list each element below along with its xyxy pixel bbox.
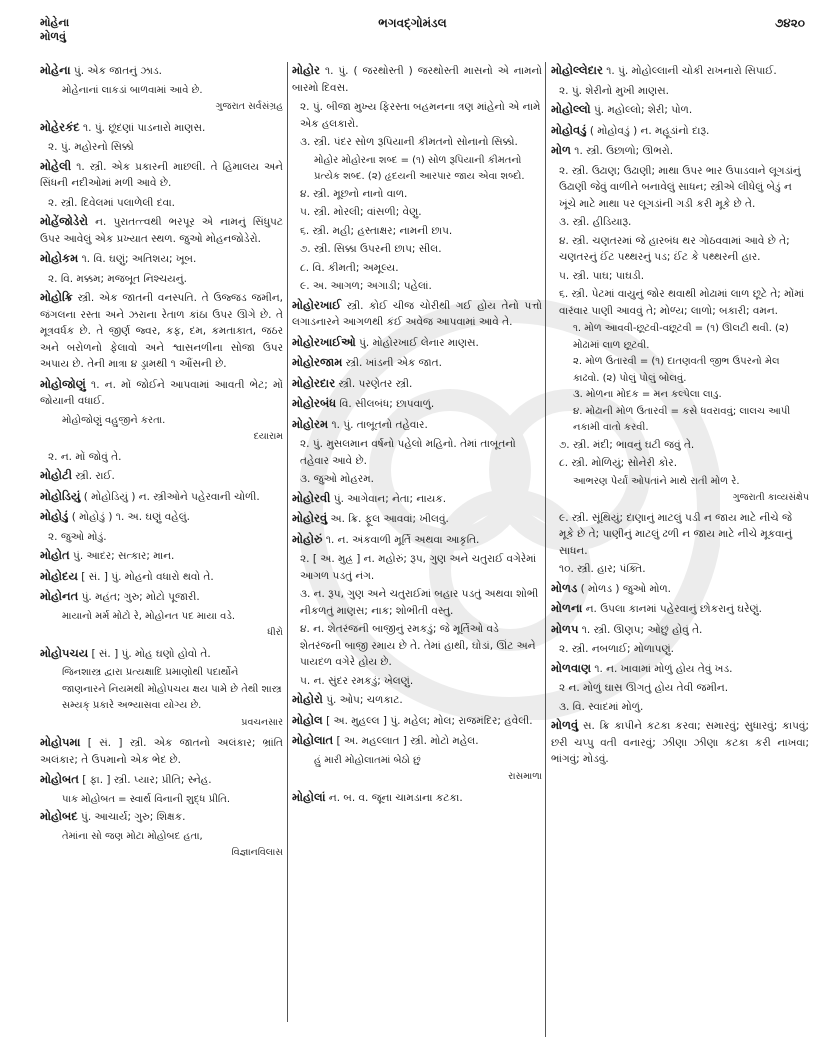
sense (559, 268, 809, 285)
headword: મોળડ (551, 580, 578, 595)
headword: મોહોબદ (40, 809, 78, 823)
sense-text: ૨ ન. મોળું ઘાસ ઊગતું હોય તેવી જમીન. (559, 682, 729, 694)
sense (300, 621, 542, 671)
sense-text: ૨. પું. શેરીનો મુખી માણસ. (559, 84, 670, 97)
guide-word-first: મોહેના (40, 16, 70, 29)
headword: મોહેના (40, 63, 71, 77)
dictionary-entry (40, 289, 283, 373)
dictionary-entry (40, 568, 283, 586)
headword: મોહોરદાર (292, 375, 336, 390)
headword: મોહોલ્લો (551, 102, 591, 116)
sense-text: ૪. સ્ત્રી. મૂછનો નાનો વાળ. (300, 187, 408, 200)
sense (300, 436, 542, 469)
sense-text: ૩. સ્ત્રી. હીડિયારૂ. (559, 216, 632, 228)
dictionary-entry (40, 62, 283, 80)
dictionary-entry (292, 712, 542, 730)
headword: મોહોરખાઈ (292, 297, 342, 312)
definition: ૧. વિ. ઘણું; અતિશય; ખૂબ. (78, 253, 197, 265)
citation-quote: ૧. મોળ આવવી-છૂટવી-વછૂટવી = (૧) ઊલટી થવી. (૨) મોઢામાં લાળ છૂટવી. (573, 323, 789, 351)
headword: મોહોકમ (40, 251, 79, 265)
dictionary-entry (551, 142, 809, 160)
sense (300, 260, 542, 277)
definition: [ સં. ] પું. મોહનો વધારો થવો તે. (77, 570, 214, 583)
dictionary-entry (551, 580, 809, 598)
dictionary-entry (40, 808, 283, 826)
definition: [ સં. ] સ્ત્રી. એક જાતનો અલંકાર; ભ્રાંતિ અલંકાર; તે ઉપમાનો એક ભેદ છે. (40, 737, 283, 766)
guide-word-last: મોળવું (40, 30, 66, 43)
citation-quote: માયાનો મર્મ મોટો રે, મોહોનત પદ માયા વડે. (62, 610, 236, 622)
sense-text: ૨. પું. મુસલમાન વર્ષનો પહેલો મહિનો. તેમાં તાબૂતનો તહેવાર આવે છે. (300, 438, 516, 467)
definition: પું. આચાર્ય; ગુરુ; શિક્ષક. (77, 811, 186, 823)
dictionary-entry (292, 490, 542, 508)
dictionary-entry (551, 717, 809, 768)
sense (48, 271, 283, 288)
sense-text: ૨. પું. બીજા મુખ્ય ફિરસ્તા બહમનના ત્રણ માંહેનો એ નામે એક હલકારો. (300, 101, 541, 130)
sense (48, 449, 283, 466)
definition: ( મોહોડિયું ) ન. સ્ત્રીઓને પહેરવાની ચોળી. (80, 490, 260, 503)
column-divider (287, 62, 288, 1022)
definition: [ ફા. ] સ્ત્રી. પ્યાર; પ્રીતિ; સ્નેહ. (78, 774, 212, 786)
dictionary-entry (40, 250, 283, 268)
sense (300, 278, 542, 295)
dictionary-entry (551, 101, 809, 119)
definition: પું. મોહોરખાઈ લેનાર માણસ. (355, 336, 479, 349)
headword: મોહોડું (40, 509, 69, 523)
definition: [ અ. મહલ્લાત ] સ્ત્રી. મોટો મહેલ. (333, 735, 479, 747)
headword: મોહોલ્લેદાર (551, 63, 603, 77)
definition: સ્ત્રી. રાઈ. (72, 470, 115, 482)
dictionary-entry (292, 691, 542, 709)
dictionary-entry (292, 510, 542, 528)
definition: પું. એક જાતનું ઝાડ. (70, 65, 163, 77)
dictionary-entry (40, 547, 283, 565)
sense-text: ૨. ન. મોં જોવું તે. (48, 450, 122, 463)
citation-quote: જિનશાસ્ત્ર દ્વારા પ્રત્યક્ષાદિ પ્રમાણોથી પદાર્થોને જાણનારને નિયમથી મોહોપચય ક્ષય પામે છે તેથી શાસ્ત્ર સમ્યક્ પ્રકારે અભ્યાસવા યોગ્ય છે. (62, 667, 282, 711)
definition: [ સં. ] પું. મોહ ઘણો હોવો તે. (88, 647, 211, 660)
definition: સ્ત્રી. કોઈ ચીજ ચોરીથી ગઈ હોય તેનો પત્તો લગાડનારને આગળથી કંઈ અવેજ આપવામાં આવે તે. (292, 299, 542, 328)
sense (559, 163, 809, 213)
headword: મોહોટી (40, 468, 73, 482)
sense (559, 699, 809, 716)
sense-text: ૯. અ. આગળ; અગાડી; પહેલાં. (300, 280, 432, 292)
sense-text: ૭. સ્ત્રી. સિક્કા ઉપરની છાપ; સીલ. (300, 243, 442, 255)
headword: મોહોર (292, 63, 320, 77)
definition: પું. મહંત; ગુરુ; મોટો પૂજારી. (78, 591, 200, 603)
sense (559, 83, 809, 100)
dictionary-entry (292, 732, 542, 750)
sense-text: ૮. સ્ત્રી. મોળિયું; સોનેરી કોર. (559, 457, 678, 469)
sense-text: ૨. પું. મહોરનો સિક્કો (48, 141, 134, 153)
headword: મોહેંજોડેરો (40, 214, 89, 228)
headword: મોહોરું (292, 531, 323, 546)
sense (300, 134, 542, 151)
citation-source: રાસમાળા (508, 771, 542, 782)
sense (300, 551, 542, 584)
headword: મોહોરવું (292, 511, 328, 525)
headword: મોહોલાત (292, 733, 334, 747)
citation-source: વિજ્ઞાનવિલાસ (231, 847, 283, 858)
headword: મોહોપમા (40, 735, 81, 749)
definition: સ્ત્રી. પરણેતર સ્ત્રી. (335, 377, 413, 390)
headword: મોહોવડું (551, 122, 587, 137)
sense-text: ૬. સ્ત્રી. મહી; હસ્તાક્ષર; નામની છાપ. (300, 224, 453, 237)
dictionary-entry (40, 213, 283, 247)
headword: મોહોજોણું (40, 376, 86, 391)
headword: મોહોરો (292, 692, 323, 706)
dictionary-entry (292, 416, 542, 434)
sense-text: ૪. સ્ત્રી. ચણતરમાં જે હારબંધ થર ગોઠવવામાં આવે છે તે; ચણતરનું ઈંટ પથ્થરનું પડ; ઈંટ કે પથ્થરની હાર. (559, 234, 790, 263)
headword: મોહોબત (40, 772, 79, 786)
headword: મોળપ (551, 621, 579, 636)
definition: વિ. સીલબંધ; છાપવાળું. (336, 398, 435, 410)
sense-text: ૩. વિ. સ્વાદમાં મોળું. (559, 700, 644, 713)
dictionary-entry (40, 771, 283, 789)
sense (300, 471, 542, 488)
headword: મોહોરજામ (292, 355, 343, 369)
citation-source: ગુજરાત સર્વસંગ્રહ (215, 101, 283, 112)
sense (300, 586, 542, 619)
page-number: ૭૪૨૦ (774, 16, 805, 30)
definition: પું. ઓપ; ચળકાટ. (322, 694, 403, 706)
sense-text: ૮. વિ. કીમતી; અમૂલ્ય. (300, 261, 399, 274)
citation-quote: મોહેનાનાં લાકડાં બાળવામાં આવે છે. (62, 84, 203, 96)
citation-quote: ૨. મોળ ઉતારવી = (૧) દાતણવતી જીભ ઉપરનો મેલ કાઢવો. (૨) પોલું પોલું બોલવું. (573, 356, 780, 384)
sense-text: ૫. સ્ત્રી. મોરલી; વાંસળી; વેણુ. (300, 206, 422, 218)
headword: મોળના (551, 601, 583, 615)
headword: મોહોરખાઈઓ (292, 334, 356, 349)
sense (559, 561, 809, 578)
dictionary-entry (40, 488, 283, 506)
sense (48, 195, 283, 212)
sense (559, 455, 809, 472)
definition: ૧. સ્ત્રી. એક પ્રકારની માછલી. તે હિમાલય અને સિંધની નદીઓમાં મળી આવે છે. (40, 160, 283, 189)
sense (300, 673, 542, 690)
headword: મોહોદય (40, 568, 78, 583)
column-1 (40, 62, 283, 865)
dictionary-entry (551, 621, 809, 639)
sense-text: ૩. સ્ત્રી. પંદર સોળ રૂપિયાની કીમતનો સોનાનો સિક્કો. (300, 136, 518, 148)
citation-quote: તેમાંના સો જણ મોટા મોહોબદ હતા, (62, 830, 203, 842)
citation-quote: મોહોજોણું વહુજીને કરતા. (62, 414, 166, 426)
citation-quote: ૩. મોળના મોદક = મન કલ્પેલા લાડુ. (573, 389, 722, 400)
dictionary-entry (40, 734, 283, 768)
definition: પું. આદર; સત્કાર; માન. (69, 550, 175, 562)
headword: મોળ (551, 143, 571, 157)
headword: મોહોત (40, 548, 70, 562)
dictionary-entry (292, 395, 542, 413)
definition: સ. ક્રિ કાપીને કટકા કરવા; સમારવું; સુધારવું; કાપવું; છરી ચપ્પુ વતી વનારવું; ઝીણા ઝીણા કટકા કરી નાખવા; ભાંગવું; મોડવું. (551, 720, 809, 765)
sense (559, 437, 809, 454)
sense-text: ૫. સ્ત્રી. પાઘ; પાઘડી. (559, 269, 645, 282)
headword: મોહોલ (292, 712, 323, 727)
sense (300, 99, 542, 132)
sense (300, 186, 542, 203)
definition: ૧. ન. મોં જોઈને આપવામાં આવતી ભેટ; મોં જોયાની વધાઈ. (40, 378, 283, 407)
dictionary-entry (292, 62, 542, 96)
column-divider (545, 62, 546, 1037)
sense-text: ૨. જુઓ મોડું. (48, 530, 107, 543)
dictionary-entry (551, 600, 809, 618)
dictionary-entry (551, 660, 809, 678)
headword: મોહોરમ (292, 416, 329, 431)
headword: મોહેરકંદ (40, 119, 80, 134)
definition: ન. પુરાતત્ત્વથી ભરપૂર એ નામનું સિંધુપટ ઉપર આવેલું એક પ્રખ્યાત સ્થળ. જુઓ મોહનજોડેરો. (40, 216, 283, 245)
sense (559, 286, 809, 319)
dictionary-entry (40, 467, 283, 485)
citation-quote: ૪. મોઢાની મોળ ઉતારવી = કસે ધવરાવવું; લાલચ આપી નકામી વાતો કરવી. (573, 405, 791, 433)
definition: ૧. સ્ત્રી. ઊણપ; ઓછું હોવું તે. (578, 623, 703, 636)
definition: અ. ક્રિ. ફૂલ આવવાં; ખીલવું. (327, 513, 449, 525)
sense-text: ૨. સ્ત્રી. દિવેલમાં પલાળેલી દવા. (48, 196, 176, 209)
definition: [ અ. મુહલ્લ ] પું. મહેલ; મોલ; રાજમંદિર; હવેલી. (322, 714, 533, 727)
headword: મોળવાણ (551, 660, 591, 675)
headword: મોહોપચય (40, 645, 89, 660)
dictionary-entry (40, 645, 283, 663)
dictionary-entry (292, 375, 542, 393)
dictionary-entry (40, 588, 283, 606)
citation-source: દયારામ (253, 431, 283, 442)
citation-source: ધીરો (267, 627, 283, 638)
headword: મોહેલી (40, 158, 72, 173)
dictionary-entry (292, 789, 542, 807)
dictionary-entry (40, 376, 283, 410)
dictionary-entry (40, 119, 283, 137)
dictionary-entry (551, 122, 809, 140)
headword: મોહોરવી (292, 490, 331, 505)
citation-source: ગુજરાતી કાવ્યસંક્ષેપ (732, 492, 809, 503)
headword: મોહોલાં (292, 789, 326, 804)
citation-quote: આભરણ પેર્યાં ઓપતાંને માથે રાતી મોળ રે. (573, 475, 740, 487)
sense-text: ૩. જુઓ મોહરમ. (300, 473, 374, 485)
sense (559, 641, 809, 658)
definition: પું. મહોલ્લો; શેરી; પોળ. (590, 104, 693, 116)
sense (300, 223, 542, 240)
definition: સ્ત્રી. એક જાતની વનસ્પતિ. તે ઉજ્જડ જમીન, જંગલના રસ્તા અને ઝરાના રેતાળ કાંઠા ઉપર ઊગે છે. તે મૂત્રવર્ધક છે. તે જીર્ણ જ્વર, કફ, દમ, કમતાકાત, જઠર અને બરોળનો ફેલાવો અને શ્વાસનળીના સોજા ઉપર અપાય છે. તેની માત્રા ૪ ડ્રામથી ૧ ઔંસની છે. (40, 292, 283, 370)
sense-text: ૩. ન. રૂપ, ગુણ અને ચતુરાઈમાં બહાર પડતું અથવા શોભી નીકળતું માણસ; નાક; શોભીતી વસ્તુ. (300, 588, 539, 617)
citation-quote: હું મારી મોહોલાતમાં બેઠો છું (314, 754, 421, 766)
sense (559, 680, 809, 697)
sense-text: ૫. ન. સુંદર રમકડું; ખેલણું. (300, 674, 414, 687)
sense-text: ૯. સ્ત્રી. સૂંથિયું; દાણાનું માટલું પડી ન જાય માટે નીચે જે મૂકે છે તે; પાણીનું માટલું ઢળી ન જાય માટે નીચે મૂકવાનું સાધન. (559, 511, 793, 557)
page-title: ભગવદ્ગોમંડલ (378, 16, 447, 30)
citation-quote: મોહોર મોહોરના શબ્દ = (૧) સોળ રૂપિયાની કીમતનો પ્રત્યેક શબ્દ. (૨) હૃદયની આરપાર જાય એવા શબ્દો. (314, 154, 525, 182)
dictionary-entry (292, 297, 542, 331)
headword: મોહોડિયું (40, 488, 81, 503)
sense-text: ૪. ન. શેતરંજની બાજીનું રમકડું; જે મૂર્તિઓ વડે શેતરંજની બાજી રમાય છે તે. તેમાં હાથી, ઘોડાં, ઊંટ અને પાયદળ વગેરે હોય છે. (300, 623, 536, 668)
sense (300, 241, 542, 258)
sense (300, 204, 542, 221)
headword: મોહોક્રિ (40, 290, 73, 304)
sense (559, 510, 809, 560)
definition: ( મોહોવડું ) ન. મહૂડાંનો દારૂ. (586, 124, 710, 137)
sense-text: ૨. સ્ત્રી. નબળાઈ; મોળાપણું. (559, 643, 674, 655)
sense-text: ૧૦. સ્ત્રી. હાર; પંક્તિ. (559, 563, 646, 575)
dictionary-entry (292, 354, 542, 372)
headword: મોહોરબંધ (292, 396, 337, 410)
column-3 (551, 62, 809, 771)
dictionary-entry (292, 531, 542, 549)
sense-text: ૨. સ્ત્રી. ઉઢાણ; ઉઢાણી; માથા ઉપર ભાર ઉપાડવાને લૂગડાંનું ઉઢાણી જેવું વાળીને બનાવેલું સાધન; સ્ત્રીએ લીધેલું બેડું ન ખૂંચે માટે માથા પર લૂગડાંની ગડી કરી મૂકે છે તે. (559, 164, 801, 210)
dictionary-entry (40, 508, 283, 526)
definition: પું. આગેવાન; નેતા; નાયક. (330, 492, 447, 505)
page-header (0, 14, 825, 48)
headword: મોહોનત (40, 589, 79, 603)
definition: ૧. પું. તાબૂતનો તહેવાર. (328, 418, 428, 431)
definition: સ્ત્રી. ખાંડની એક જાત. (342, 357, 442, 369)
definition: ( મોહોડું ) ૧. અ. ઘણું વહેલું. (68, 511, 191, 523)
sense (48, 529, 283, 546)
sense-text: ૭. સ્ત્રી. મંદી; ભાવનું ઘટી જવું તે. (559, 438, 695, 451)
dictionary-entry (551, 62, 809, 80)
definition: ૧. પું. ( જરથોસ્તી ) જરથોસ્તી માસનો એ નામનો બારમો દિવસ. (292, 65, 542, 94)
sense-text: ૬. સ્ત્રી. પેટમાં વાયુનું જોર થવાથી મોઢામાં લાળ છૂટે તે; મોંમાં વારંવાર પાણી આવવું તે; મોળ્ય; લાળો; બકારી; વમન. (559, 288, 805, 317)
sense (559, 214, 809, 231)
definition: ( મોળડ ) જુઓ મોળ. (577, 582, 672, 595)
definition: ૧. ન. અંકવાળી મૂર્તિ અથવા આકૃતિ. (322, 533, 480, 546)
definition: ન. બ. વ. જૂના ચામડાના કટકા. (325, 791, 463, 804)
sense (559, 233, 809, 266)
sense-text: ૨. [ અ. મુહ્ર ] ન. મહોરું; રૂપ, ગુણ અને ચતુરાઈ વગેરેમાં આગળ પડતું નંગ. (300, 553, 537, 582)
dictionary-entry (292, 334, 542, 352)
definition: ૧. સ્ત્રી. ઉછાળો; ઊભરો. (570, 145, 674, 157)
dictionary-entry (40, 158, 283, 192)
headword: મોળવું (551, 718, 579, 732)
citation-quote: પાક મોહોબત = સ્વાર્થ વિનાની શુદ્ધ પ્રીતિ. (62, 793, 230, 805)
citation-source: પ્રવચનસાર (241, 716, 283, 728)
sense-text: ૨. વિ. મક્કમ; મજબૂત નિશ્ચયનું. (48, 272, 187, 285)
sense (48, 139, 283, 156)
definition: ૧. પું. છૂંદણાં પાડનારો માણસ. (79, 121, 206, 134)
column-2 (292, 62, 542, 809)
definition: ૧. પું. મોહોલ્લાની ચોકી રાખનારો સિપાઈ. (602, 65, 777, 77)
definition: ૧. ન. ખાવામાં મોળું હોય તેવું ખડ. (590, 662, 733, 675)
definition: ન. ઉપલા કાનમાં પહેરવાનું છોકરાનું ઘરેણું. (582, 603, 763, 615)
